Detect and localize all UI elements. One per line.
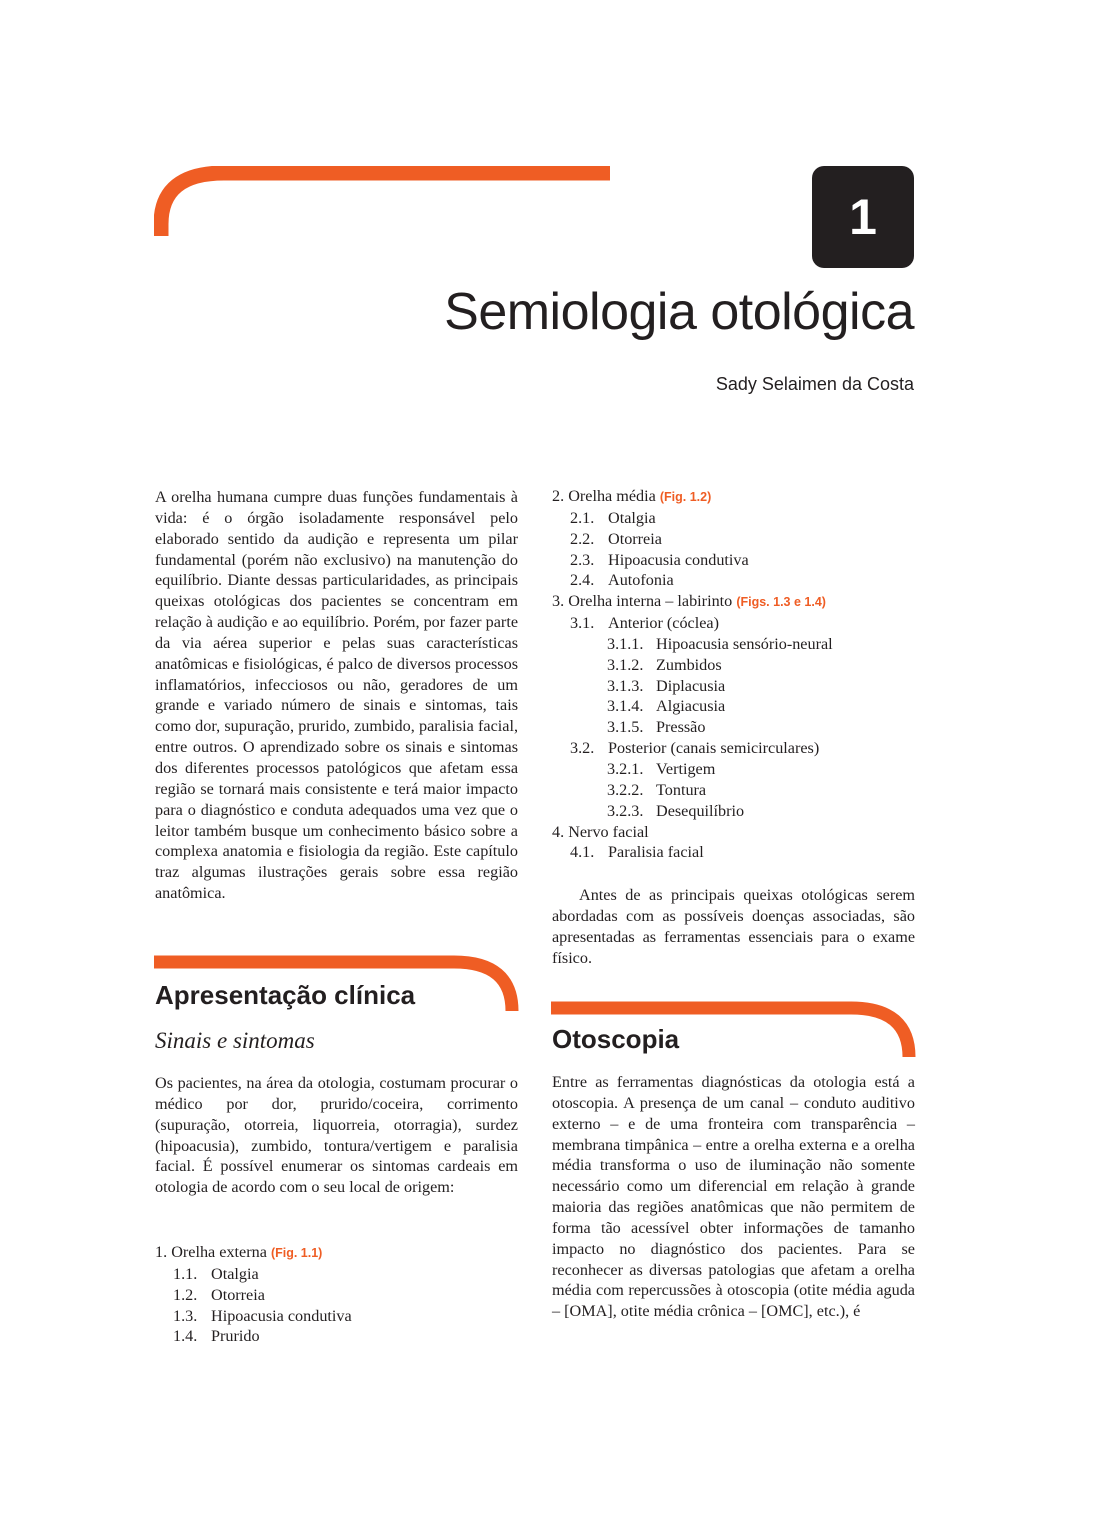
list-item: 3. Orelha interna – labirinto (Figs. 1.3 e 1.4): [552, 592, 826, 611]
figure-reference[interactable]: (Fig. 1.1): [270, 1246, 323, 1260]
symptom-list-middle-inner-nerve: [552, 486, 915, 863]
list-item: 3.1.5. Pressão: [607, 718, 706, 737]
section-heading-clinical: Apresentação clínica: [155, 980, 416, 1010]
list-item: 2.3. Hipoacusia condutiva: [570, 550, 749, 569]
list-item: 1.4. Prurido: [173, 1327, 260, 1346]
transition-paragraph: Antes de as principais queixas otológicas serem abordadas com as possíveis doenças associadas, são apresentadas as ferramentas essenciais para o exame físico.: [552, 886, 915, 967]
list-item: 1.1. Otalgia: [173, 1264, 259, 1283]
list-item: 1.2. Otorreia: [173, 1285, 265, 1304]
chapter-number: 1: [849, 189, 877, 245]
intro-paragraph: A orelha humana cumpre duas funções fundamentais à vida: é o órgão isoladamente responsável pelo elaborado sentido da audição e representa um pilar fundamental (porém não exclusivo) na manutenção do equilíbrio. Diante dessas particularidades, as principais queixas otológicas dos pacientes se concentram em relação à audição e ao equilíbrio. Porém, por fazer parte da via aérea superior e pelas suas características anatômicas e fisiológicas, é palco de diversos processos inflamatórios, infecciosos ou não, geradores de um grande e variado número de sinais e sintomas, tais como dor, supuração, prurido, zumbido, paralisia facial, entre outros. O aprendizado sobre os sinais e sintomas dos diferentes processos patológicos que afetam essa região se tornará mais consistente e terá maior impacto para o diagnóstico e conduta adequados uma vez que o leitor também busque um conhecimento básico sobre a complexa anatomia e fisiologia da região. Este capítulo traz algumas ilustrações gerais sobre essa região anatômica.: [155, 488, 518, 903]
chapter-title: Semiologia otológica: [444, 283, 914, 341]
otoscopy-paragraph: Entre as ferramentas diagnósticas da otologia está a otoscopia. A presença de um canal – conduto auditivo externo – e de uma fronteira com transparência – membrana timpânica – entre a orelha externa e a orelha média transforma o uso de iluminação não somente necessário como um diferencial em relação à grande maioria das regiões anatômicas que não permitem de forma tão acessível obter informações de tamanho impacto no diagnóstico dos pacientes. Para se reconhecer as diversas patologias que afetam a orelha média com repercussões à otoscopia (otite média aguda – [OMA], otite média crônica – [OMC], etc.), é: [552, 1073, 915, 1321]
list-item: 3.2.3. Desequilíbrio: [607, 801, 745, 820]
section-heading-otoscopy: Otoscopia: [552, 1024, 680, 1054]
list-item: 3.1.3. Diplacusia: [607, 676, 726, 695]
clinical-paragraph: Os pacientes, na área da otologia, costumam procurar o médico por dor, prurido/coceira, corrimento (supuração, otorreia, liquorreia, otorragia), surdez (hipoacusia), zumbido, tontura/vertigem e paralisia facial. É possível enumerar os sintomas cardeais em otologia de acordo com o seu local de origem:: [155, 1074, 518, 1197]
chapter-author: Sady Selaimen da Costa: [715, 374, 914, 394]
list-item: 3.1.2. Zumbidos: [607, 655, 722, 674]
chapter-number-badge: [812, 166, 914, 268]
list-item: 3.1. Anterior (cóclea): [570, 614, 719, 633]
list-item: 1. Orelha externa (Fig. 1.1): [155, 1243, 323, 1261]
list-item: 3.1.1. Hipoacusia sensório-neural: [607, 634, 833, 653]
list-item: 3.2. Posterior (canais semicirculares): [570, 739, 820, 758]
figure-reference[interactable]: (Figs. 1.3 e 1.4): [736, 595, 826, 610]
chapter-header-arc: [154, 166, 610, 236]
list-item: 3.2.2. Tontura: [607, 780, 707, 799]
list-item: 3.2.1. Vertigem: [607, 759, 716, 778]
list-item: 4. Nervo facial: [552, 822, 649, 841]
subheading-signs-symptoms: Sinais e sintomas: [155, 1028, 315, 1053]
list-item: 1.3. Hipoacusia condutiva: [173, 1306, 352, 1325]
symptom-list-external: [155, 1242, 518, 1347]
list-item: 2.2. Otorreia: [570, 529, 662, 548]
list-item: 3.1.4. Algiacusia: [607, 697, 726, 716]
list-item: 2. Orelha média (Fig. 1.2): [552, 487, 712, 505]
figure-reference[interactable]: (Fig. 1.2): [659, 490, 712, 504]
list-item: 4.1. Paralisia facial: [570, 843, 704, 862]
list-item: 2.1. Otalgia: [570, 508, 656, 527]
list-item: 2.4. Autofonia: [570, 571, 674, 590]
